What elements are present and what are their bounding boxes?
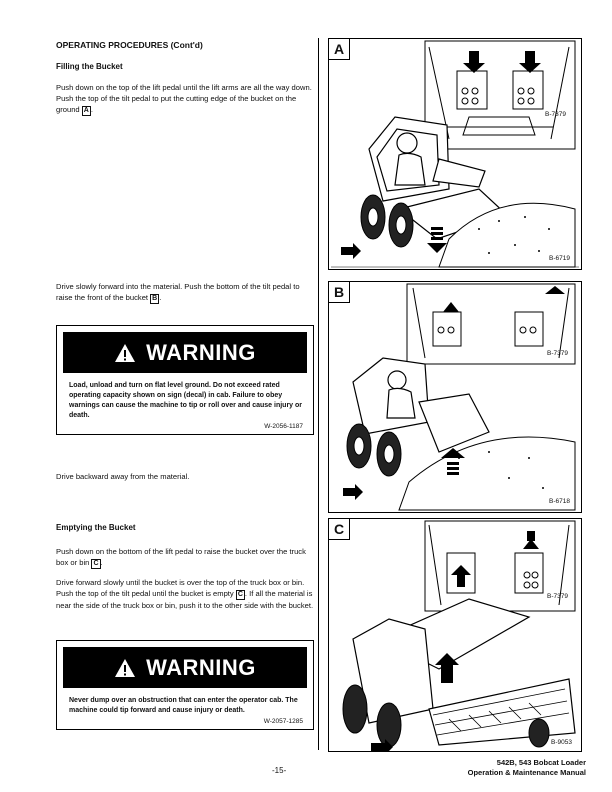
warning-code: W-2057-1285 bbox=[263, 718, 303, 725]
figure-ref-c: C bbox=[93, 560, 99, 567]
column-divider bbox=[318, 38, 319, 750]
inset-code: B-7379 bbox=[547, 593, 568, 600]
paragraph-text: . If all the material is near the side of the truck box or bin, push it to the other side with the bucket. bbox=[56, 589, 314, 610]
section-heading-filling: Filling the Bucket bbox=[56, 62, 123, 71]
section-heading-emptying: Emptying the Bucket bbox=[56, 523, 136, 532]
inset-code: B-7379 bbox=[545, 111, 566, 118]
warning-text: Never dump over an obstruction that can enter the operator cab. The machine could tip forward and cause injury or death. bbox=[69, 697, 298, 714]
warning-triangle-icon bbox=[114, 658, 136, 678]
figure-letter: C bbox=[329, 519, 350, 540]
warning-header bbox=[63, 647, 307, 688]
paragraph-emptying-1 bbox=[56, 546, 314, 569]
figure-letter: A bbox=[329, 39, 350, 60]
manual-title-line1: 542B, 543 Bobcat Loader bbox=[496, 758, 586, 767]
paragraph-text: . bbox=[100, 558, 103, 567]
figure-code: B-6719 bbox=[549, 255, 570, 262]
paragraph-text: Push down on the bottom of the lift pedal to raise the bucket over the truck box or bin bbox=[56, 547, 306, 567]
figure-panel-c bbox=[328, 518, 582, 752]
paragraph-filling-2 bbox=[56, 281, 314, 304]
figure-ref-c: C bbox=[237, 591, 243, 598]
paragraph-text: . bbox=[90, 105, 93, 114]
figure-panel-b bbox=[328, 281, 582, 513]
paragraph-text: Push down on the top of the lift pedal until the lift arms are all the way down. Push the top of the tilt pedal to put the cutting edge of the bucket on the ground bbox=[56, 83, 312, 114]
warning-title: WARNING bbox=[146, 339, 256, 365]
loader-dumping-illustration bbox=[329, 519, 581, 751]
figure-ref-a: A bbox=[83, 107, 89, 114]
manual-title bbox=[446, 758, 586, 778]
warning-box-2 bbox=[56, 640, 314, 730]
warning-code: W-2056-1187 bbox=[264, 423, 303, 430]
warning-triangle-icon bbox=[114, 343, 136, 363]
paragraph-text: Drive forward slowly until the bucket is over the top of the truck box or bin. Push the top of the tilt pedal until the bucket is empty bbox=[56, 578, 305, 598]
figure-ref-b: B bbox=[152, 295, 158, 302]
figure-code: B-6718 bbox=[549, 498, 570, 505]
paragraph-drive-back: Drive backward away from the material. bbox=[56, 472, 190, 481]
paragraph-text: Drive slowly forward into the material. Push the bottom of the tilt pedal to raise the front of the bucket bbox=[56, 282, 300, 302]
figure-letter: B bbox=[329, 282, 350, 303]
warning-text: Load, unload and turn on flat level ground. Do not exceed rated operating capacity shown on sign (decal) in cab. Failure to obey warnings can cause the machine to tip or roll over and cause injury or death. bbox=[69, 382, 303, 419]
warning-title: WARNING bbox=[146, 654, 256, 680]
paragraph-emptying-2 bbox=[56, 577, 314, 611]
manual-title-line2: Operation & Maintenance Manual bbox=[467, 768, 586, 777]
paragraph-text: . bbox=[159, 293, 162, 302]
loader-filling-illustration bbox=[329, 39, 581, 269]
page-number: -15- bbox=[272, 766, 287, 775]
paragraph-filling-1 bbox=[56, 82, 314, 116]
figure-code: B-9053 bbox=[551, 739, 572, 746]
inset-code: B-7379 bbox=[547, 350, 568, 357]
warning-box-1 bbox=[56, 325, 314, 435]
warning-header bbox=[63, 332, 307, 373]
figure-panel-a bbox=[328, 38, 582, 270]
loader-raising-bucket-illustration bbox=[329, 282, 581, 512]
page-title: OPERATING PROCEDURES (Cont'd) bbox=[56, 40, 203, 50]
